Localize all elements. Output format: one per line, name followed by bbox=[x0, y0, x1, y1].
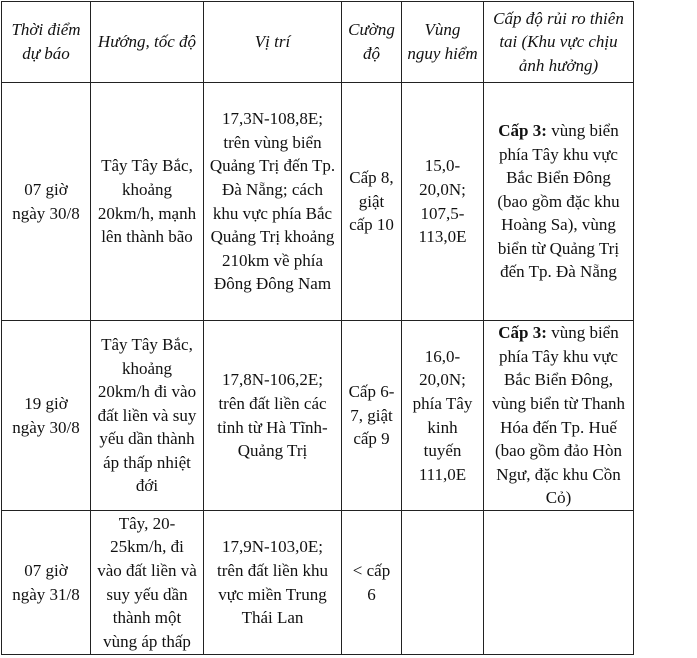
header-row bbox=[2, 2, 634, 83]
intensity-cell: Cấp 6-7, giật cấp 9 bbox=[342, 321, 402, 511]
risk-area-text: vùng biển phía Tây khu vực Bắc Biển Đông, vùng biển từ Thanh Hóa đến Tp. Huế (bao gồm đảo Hòn Ngư, đặc khu Cồn Cỏ) bbox=[491, 323, 626, 508]
header-direction-speed: Hướng, tốc độ bbox=[91, 2, 204, 83]
position-cell: 17,3N-108,8E; trên vùng biển Quảng Trị đến Tp. Đà Nẵng; cách khu vực phía Bắc Quảng Trị khoảng 210km về phía Đông Đông Nam bbox=[204, 83, 342, 321]
intensity-cell: < cấp 6 bbox=[342, 511, 402, 655]
danger-zone-cell: 16,0-20,0N; phía Tây kinh tuyến 111,0E bbox=[402, 321, 484, 511]
risk-level-label: Cấp 3: bbox=[498, 120, 547, 140]
table-row bbox=[2, 83, 634, 321]
header-forecast-time: Thời điểm dự báo bbox=[2, 2, 91, 83]
danger-zone-cell bbox=[402, 511, 484, 655]
table-row bbox=[2, 511, 634, 655]
header-intensity: Cường độ bbox=[342, 2, 402, 83]
header-danger-zone: Vùng nguy hiểm bbox=[402, 2, 484, 83]
intensity-cell: Cấp 8, giật cấp 10 bbox=[342, 83, 402, 321]
risk-level-cell bbox=[484, 83, 634, 321]
forecast-time-cell: 07 giờ ngày 30/8 bbox=[2, 83, 91, 321]
direction-cell: Tây Tây Bắc, khoảng 20km/h đi vào đất liền và suy yếu dần thành áp thấp nhiệt đới bbox=[91, 321, 204, 511]
risk-area-text: vùng biển phía Tây khu vực Bắc Biển Đông (bao gồm đặc khu Hoàng Sa), vùng biển từ Quảng Trị đến Tp. Đà Nẵng bbox=[497, 120, 620, 282]
risk-level-cell bbox=[484, 321, 634, 511]
risk-level-label: Cấp 3: bbox=[498, 323, 547, 343]
forecast-time-cell: 19 giờ ngày 30/8 bbox=[2, 321, 91, 511]
position-cell: 17,8N-106,2E; trên đất liền các tỉnh từ Hà Tĩnh-Quảng Trị bbox=[204, 321, 342, 511]
table-row bbox=[2, 321, 634, 511]
danger-zone-cell: 15,0-20,0N; 107,5-113,0E bbox=[402, 83, 484, 321]
forecast-time-cell: 07 giờ ngày 31/8 bbox=[2, 511, 91, 655]
forecast-table bbox=[1, 1, 634, 655]
header-risk-level: Cấp độ rủi ro thiên tai (Khu vực chịu ảnh hưởng) bbox=[484, 2, 634, 83]
risk-level-cell bbox=[484, 511, 634, 655]
position-cell: 17,9N-103,0E; trên đất liền khu vực miền Trung Thái Lan bbox=[204, 511, 342, 655]
direction-cell: Tây Tây Bắc, khoảng 20km/h, mạnh lên thành bão bbox=[91, 83, 204, 321]
header-position: Vị trí bbox=[204, 2, 342, 83]
direction-cell: Tây, 20-25km/h, đi vào đất liền và suy yếu dần thành một vùng áp thấp bbox=[91, 511, 204, 655]
